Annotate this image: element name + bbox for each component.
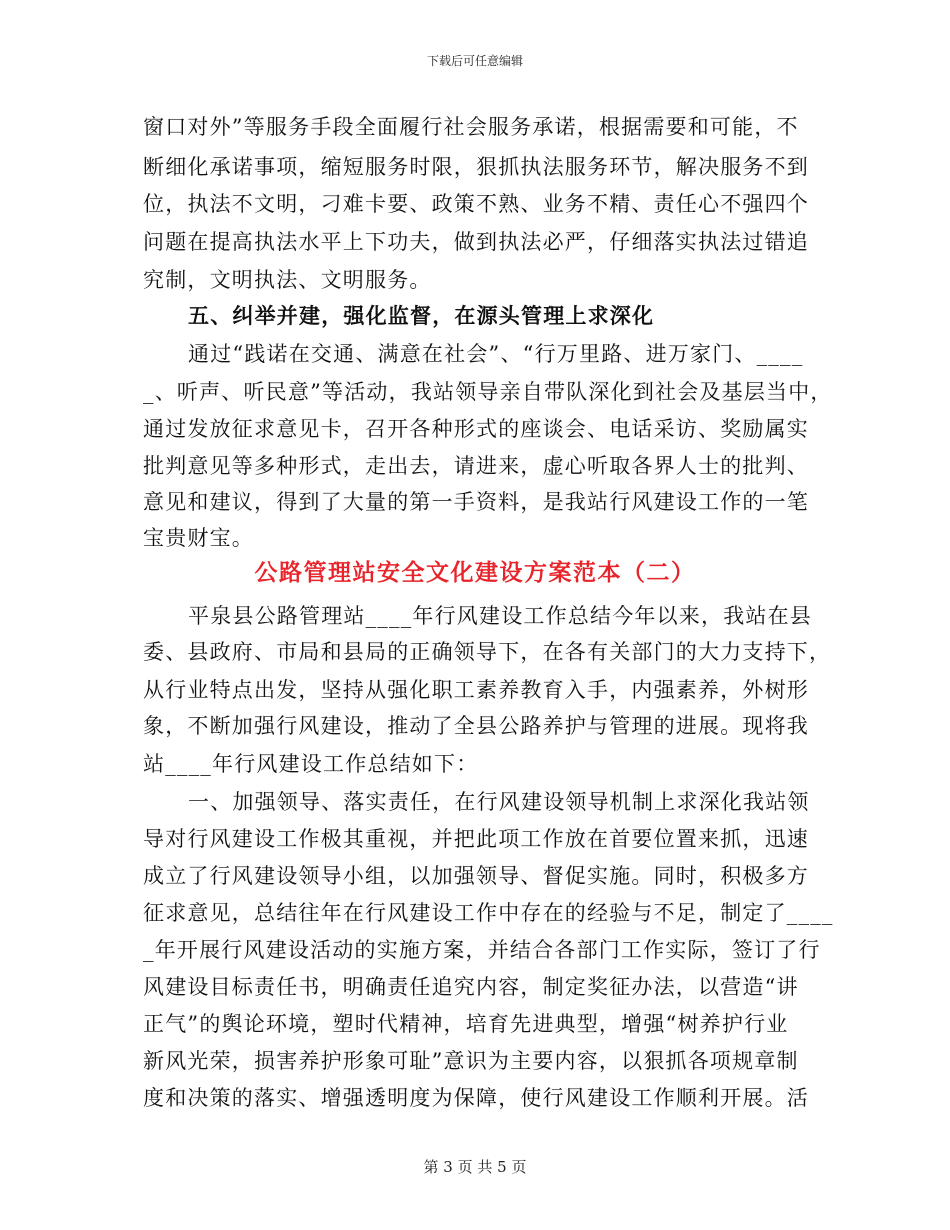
page-number: 第 3 页 共 5 页	[423, 1158, 527, 1176]
body-line: 新风光荣，损害养护形象可耻”意识为主要内容，以狠抓各项规章制	[143, 1049, 799, 1073]
body-line: 征求意见，总结往年在行风建设工作中存在的经验与不足，制定了____	[143, 901, 834, 925]
body-line: 风建设目标责任书，明确责任追究内容，制定奖征办法，以营造“讲	[143, 975, 799, 999]
body-line: 窗口对外”等服务手段全面履行社会服务承诺，根据需要和可能，不	[143, 115, 799, 139]
body-line: _年开展行风建设活动的实施方案，并结合各部门工作实际，签订了行	[143, 938, 821, 962]
body-line: 正气”的舆论环境，塑时代精神，培育先进典型，增强“树养护行业	[143, 1012, 789, 1036]
body-line: 象，不断加强行风建设，推动了全县公路养护与管理的进展。现将我	[143, 714, 809, 738]
body-line: 通过“践诺在交通、满意在社会”、“行万里路、进万家门、____	[188, 342, 804, 366]
body-line: 宝贵财宝。	[143, 526, 254, 550]
body-line: 导对行风建设工作极其重视，并把此项工作放在首要位置来抓，迅速	[143, 827, 809, 851]
body-line: 一、加强领导、落实责任，在行风建设领导机制上求深化我站领	[188, 790, 810, 814]
body-line: 批判意见等多种形式，走出去，请进来，虚心听取各界人士的批判、	[143, 454, 809, 478]
body-line: 成立了行风建设领导小组，以加强领导、督促实施。同时，积极多方	[143, 864, 809, 888]
body-line: 意见和建议，得到了大量的第一手资料，是我站行风建设工作的一笔	[143, 490, 809, 514]
body-line: 站____年行风建设工作总结如下：	[143, 752, 479, 776]
body-line: 通过发放征求意见卡，召开各种形式的座谈会、电话采访、奖励属实	[143, 417, 809, 441]
section-heading: 五、纠举并建，强化监督，在源头管理上求深化	[188, 303, 655, 328]
body-line: 问题在提高执法水平上下功夫，做到执法必严，仔细落实执法过错追	[143, 230, 809, 254]
body-line: 究制，文明执法、文明服务。	[143, 268, 432, 292]
body-line: 断细化承诺事项，缩短服务时限，狠抓执法服务环节，解决服务不到	[143, 155, 809, 179]
body-line: 位，执法不文明，刁难卡要、政策不熟、业务不精、责任心不强四个	[143, 192, 809, 216]
document-title: 公路管理站安全文化建设方案范本（二）	[254, 559, 696, 586]
body-line: 平泉县公路管理站____年行风建设工作总结今年以来，我站在县	[188, 604, 812, 628]
page-header: 下载后可任意编辑	[426, 54, 523, 68]
body-line: _、听声、听民意”等活动，我站领导亲自带队深化到社会及基层当中，	[143, 380, 833, 404]
body-line: 度和决策的落实、增强透明度为保障，使行风建设工作顺利开展。活	[143, 1086, 809, 1110]
body-line: 从行业特点出发，坚持从强化职工素养教育入手，内强素养，外树形	[143, 678, 809, 702]
body-line: 委、县政府、市局和县局的正确领导下，在各有关部门的大力支持下，	[143, 640, 832, 664]
